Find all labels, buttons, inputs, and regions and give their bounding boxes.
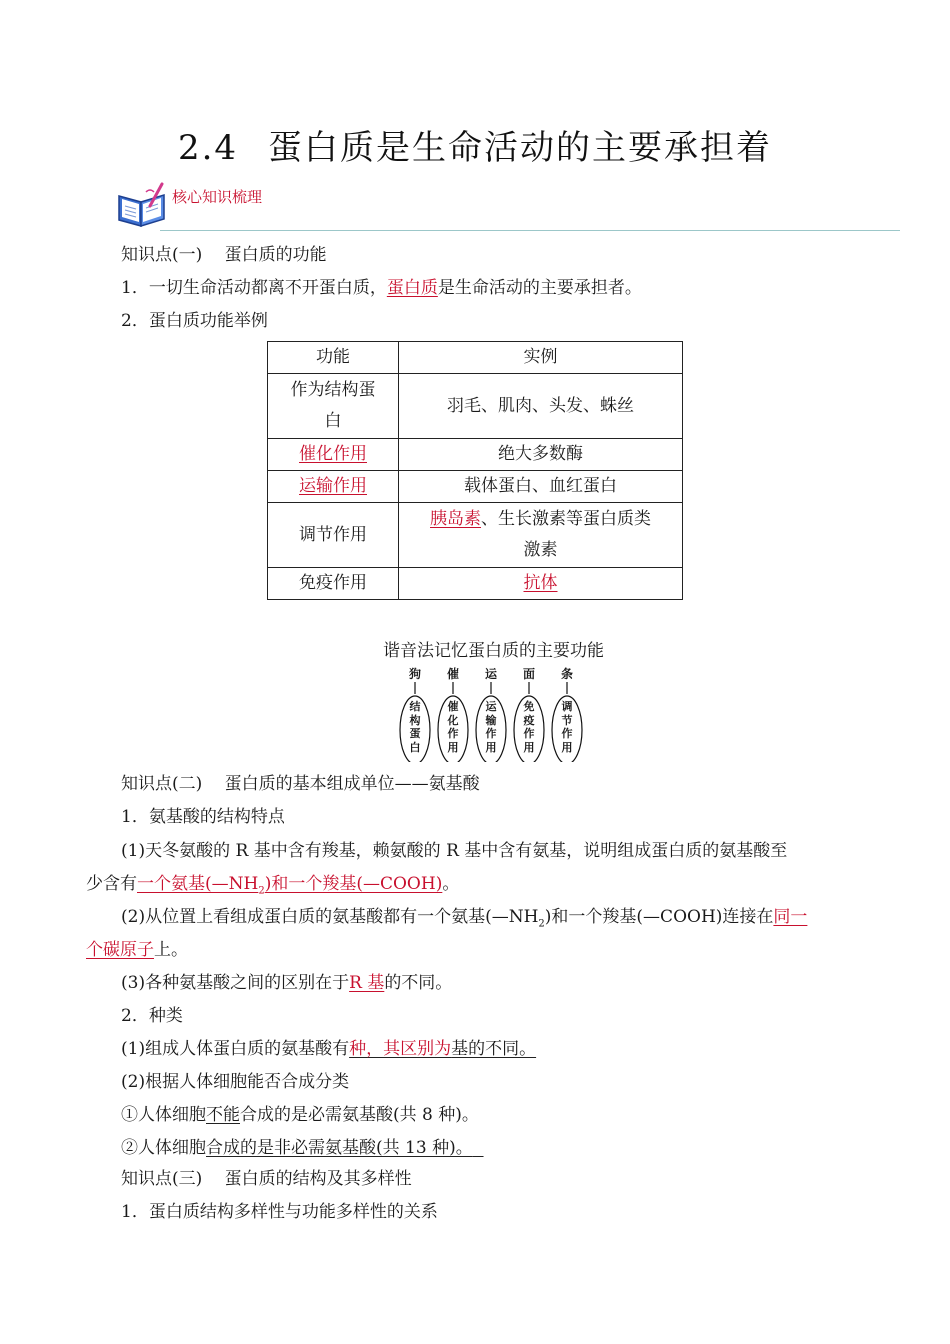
- k2-a2-text-mid: )和一个羧基(—COOH)连接在: [544, 907, 774, 927]
- page-title: [0, 120, 950, 169]
- table-cell-function: 免疫作用: [268, 568, 399, 600]
- k2-b2: (2)根据人体细胞能否合成分类: [121, 1072, 350, 1092]
- k2-a2-answer-part-2: 个碳原子: [86, 940, 154, 960]
- mnemonic-char: 作: [447, 727, 459, 740]
- mnemonic-char: 用: [485, 740, 497, 754]
- k2-a1-text: 少含有: [86, 874, 137, 894]
- mnemonic-text: [435, 700, 471, 754]
- table-header-row: [268, 342, 683, 374]
- table-cell-example: [399, 568, 683, 600]
- k2-a1-text-end: 。: [442, 874, 460, 894]
- mnemonic-char: 结: [409, 700, 421, 713]
- k2-a2-text: (2)从位置上看组成蛋白质的氨基酸都有一个氨基(—NH: [121, 907, 539, 927]
- k2-a2-text-end: 上。: [154, 940, 188, 960]
- mnemonic-char: 调: [561, 700, 573, 713]
- k1-paragraph-2: 2．蛋白质功能举例: [121, 311, 268, 331]
- k2-b1-text: (1)组成人体蛋白质的氨基酸有: [121, 1039, 350, 1059]
- k2-c1-underlined: 不能: [206, 1105, 240, 1125]
- section-header: [116, 182, 900, 232]
- table-cell-function: [268, 471, 399, 503]
- k2-b1: [121, 1038, 542, 1060]
- example-answer: 抗体: [523, 573, 558, 593]
- k2-a1-answer-part-2: )和一个羧基(—COOH): [264, 874, 443, 894]
- table-cell-example: [399, 503, 683, 568]
- mnemonic-char: 疫: [523, 713, 535, 727]
- table-cell-function: [268, 374, 399, 439]
- k2-a1-line-1: (1)天冬氨酸的 R 基中含有羧基，赖氨酸的 R 基中含有氨基，说明组成蛋白质的氨基酸至: [121, 841, 788, 861]
- k2-c2-text: ②人体细胞: [121, 1138, 206, 1158]
- table-cell-example: 羽毛、肌肉、头发、蛛丝: [399, 374, 683, 439]
- k2-b1-answer: 种，其区别为: [349, 1039, 452, 1059]
- function-table: [267, 341, 683, 600]
- mnemonic-char: 催: [447, 700, 459, 713]
- mnemonic-char: 用: [523, 740, 535, 754]
- mnemonic-column: [511, 666, 547, 762]
- k2-a2-sub: 2: [538, 918, 545, 930]
- table-header-example: 实例: [399, 342, 683, 374]
- table-header-function: 功能: [268, 342, 399, 374]
- k2-a3: [121, 972, 452, 994]
- mnemonic-column: [473, 666, 509, 762]
- mnemonic-text: [549, 700, 585, 754]
- k2-heading: 知识点(二) 蛋白质的基本组成单位——氨基酸: [121, 774, 480, 794]
- k1-p1-text: 1．一切生命活动都离不开蛋白质，: [121, 278, 387, 298]
- table-cell-example: 载体蛋白、血红蛋白: [399, 471, 683, 503]
- book-icon: [116, 182, 170, 228]
- mnemonic-text: [397, 700, 433, 754]
- mnemonic-char: 免: [523, 700, 535, 713]
- k2-a1-answer: [137, 874, 443, 897]
- example-answer: 胰岛素: [430, 509, 481, 529]
- example-text: 、生长激素等蛋白质类: [481, 509, 651, 529]
- mnemonic-char: 化: [447, 713, 459, 727]
- mnemonic-char: 节: [561, 713, 573, 727]
- function-line-2: 白: [324, 411, 342, 431]
- k2-b1-text-end: 基的不同。: [451, 1039, 537, 1059]
- function-answer: 催化作用: [299, 444, 367, 464]
- mnemonic-column: [549, 666, 585, 762]
- mnemonic-sound: 狗: [408, 667, 421, 681]
- k2-a2-line-1: [121, 906, 807, 935]
- mnemonic-char: 用: [447, 740, 459, 754]
- k2-c1: [121, 1104, 479, 1126]
- k2-a1-answer-part-1: 一个氨基(—NH: [137, 874, 259, 894]
- k3-subheading-1: 1．蛋白质结构多样性与功能多样性的关系: [121, 1202, 438, 1222]
- k3-heading: 知识点(三) 蛋白质的结构及其多样性: [121, 1169, 412, 1189]
- table-row: [268, 471, 683, 503]
- example-text-line-2: 激素: [523, 540, 558, 560]
- k1-heading: 知识点(一) 蛋白质的功能: [121, 245, 327, 265]
- table-cell-example: 绝大多数酶: [399, 439, 683, 471]
- title-text: 蛋白质是生命活动的主要承担着: [268, 128, 773, 168]
- section-label: 核心知识梳理: [172, 188, 263, 206]
- k1-paragraph-1: [121, 277, 642, 299]
- section-divider: [160, 230, 900, 231]
- k2-a3-text: (3)各种氨基酸之间的区别在于: [121, 973, 350, 993]
- k2-c2-underlined: 合成的是非必需氨基酸(共 13 种)。: [206, 1138, 473, 1158]
- mnemonic-column: [435, 666, 471, 762]
- k2-a3-answer: R 基: [349, 973, 385, 993]
- mnemonic-sound: 运: [484, 667, 497, 681]
- mnemonic-char: 作: [485, 727, 497, 740]
- k1-p1-text-end: 是生命活动的主要承担者。: [437, 278, 642, 298]
- mnemonic-column: [397, 666, 433, 762]
- mnemonic-sound: 面: [522, 667, 535, 681]
- table-row: [268, 374, 683, 439]
- k2-a1-line-2: [86, 873, 459, 902]
- k2-subheading-1: 1．氨基酸的结构特点: [121, 807, 285, 827]
- mnemonic-sound: 条: [560, 667, 573, 681]
- table-row: [268, 439, 683, 471]
- mnemonic-text: [511, 700, 547, 754]
- mnemonic-char: 作: [523, 727, 535, 740]
- k2-c2: [121, 1137, 484, 1159]
- table-cell-function: [268, 439, 399, 471]
- mnemonic-char: 构: [409, 713, 421, 727]
- mnemonic-char: 输: [485, 713, 497, 727]
- mnemonic-title: 谐音法记忆蛋白质的主要功能: [383, 641, 604, 661]
- title-number: 2.4: [177, 128, 239, 168]
- mnemonic-char: 用: [561, 740, 573, 754]
- table-row: [268, 568, 683, 600]
- mnemonic-char: 作: [561, 727, 573, 740]
- k1-p1-answer: 蛋白质: [386, 278, 438, 298]
- function-line-1: 作为结构蛋: [290, 380, 376, 400]
- k2-c1-text: ①人体细胞: [121, 1105, 206, 1125]
- k2-subheading-2: 2．种类: [121, 1006, 183, 1026]
- k2-a1-answer-sub: 2: [258, 885, 265, 897]
- table-cell-function: 调节作用: [268, 503, 399, 568]
- k2-c1-text-end: 合成的是必需氨基酸(共 8 种)。: [240, 1105, 479, 1125]
- mnemonic-char: 蛋: [409, 727, 421, 740]
- mnemonic-text: [473, 700, 509, 754]
- k2-a3-text-end: 的不同。: [384, 973, 453, 993]
- mnemonic-diagram: [397, 666, 597, 764]
- mnemonic-char: 白: [409, 740, 421, 754]
- function-answer: 运输作用: [299, 476, 367, 496]
- k2-a2-line-2: [86, 939, 188, 961]
- mnemonic-char: 运: [485, 700, 497, 713]
- mnemonic-sound: 催: [446, 667, 459, 681]
- k2-a2-answer-part-1: 同一: [773, 907, 808, 927]
- table-row: [268, 503, 683, 568]
